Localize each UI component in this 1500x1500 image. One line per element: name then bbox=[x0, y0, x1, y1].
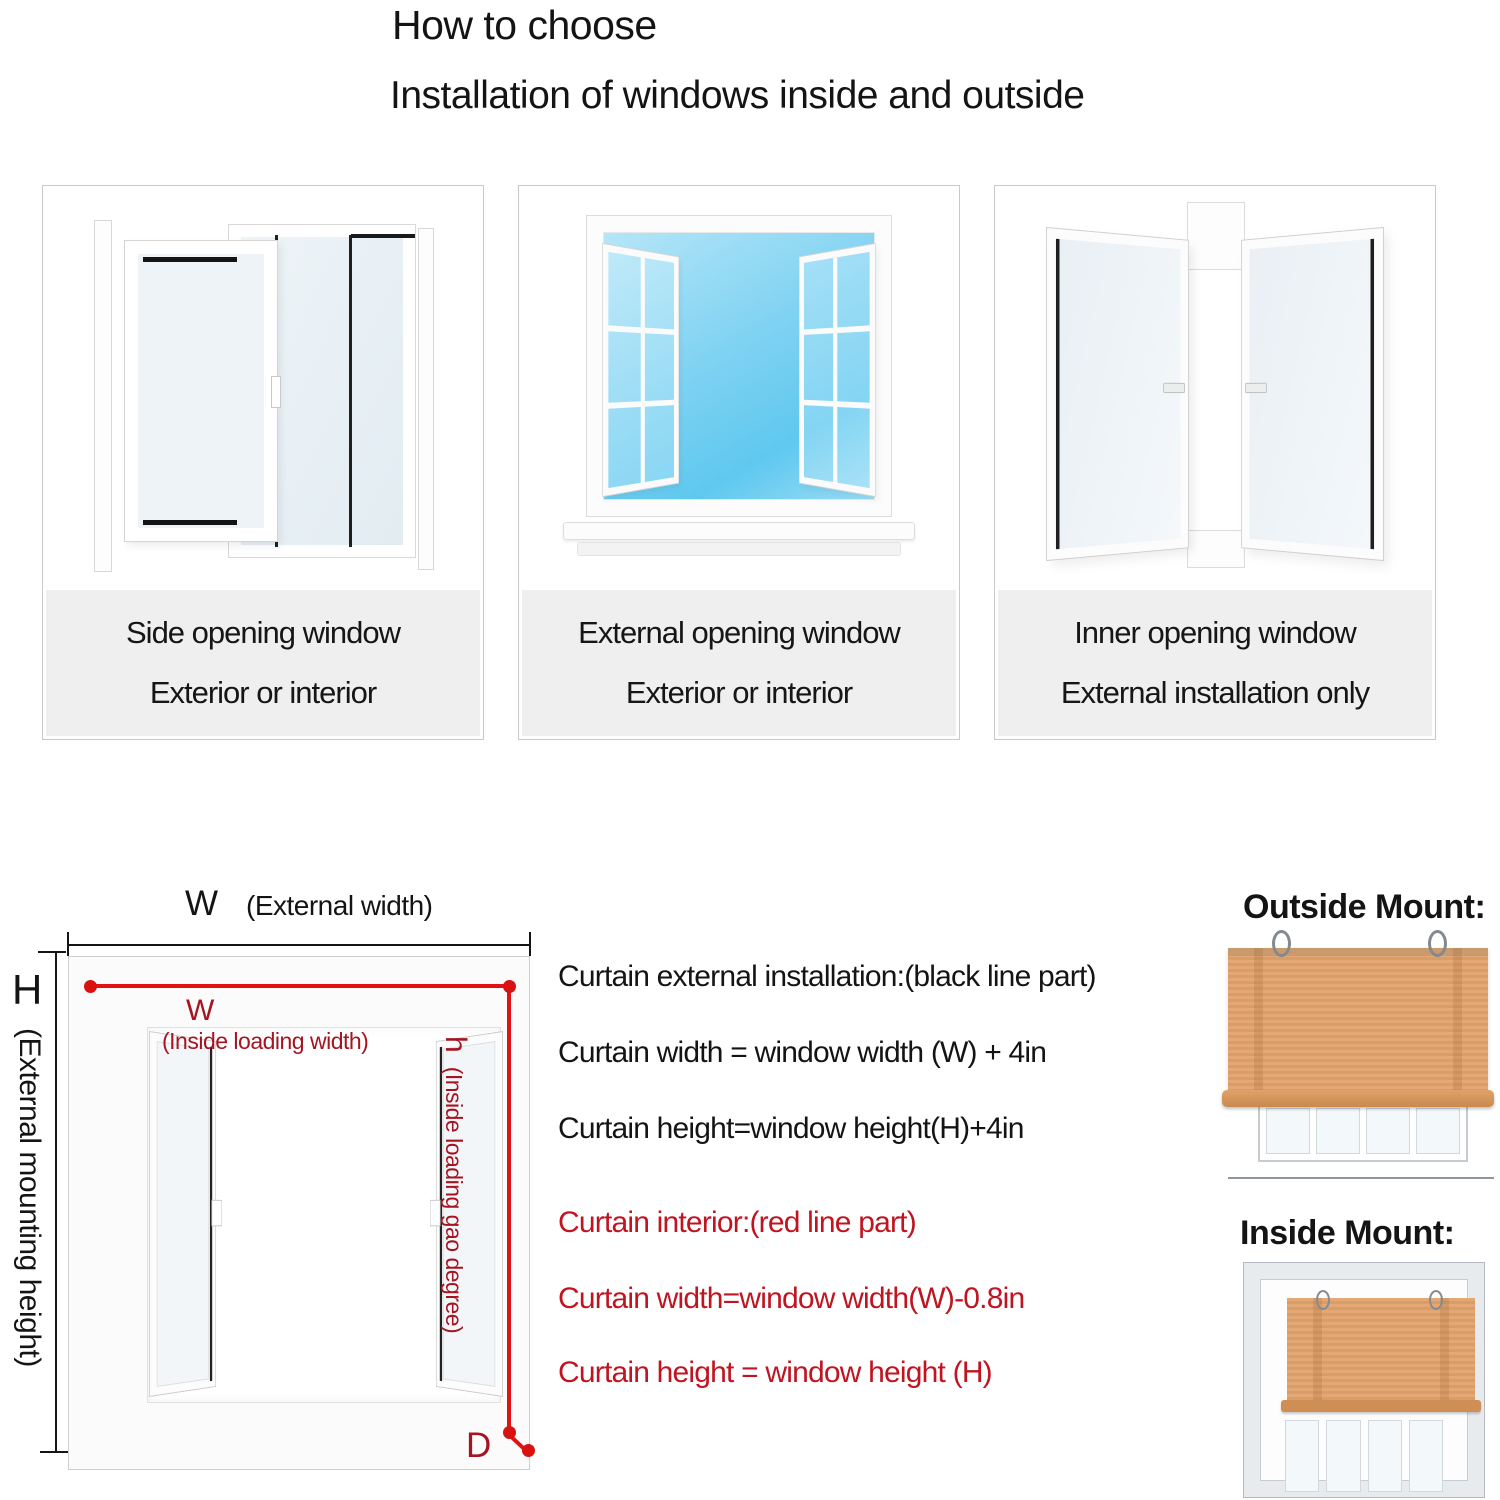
frame-bottom bbox=[1187, 530, 1245, 568]
frame-edge bbox=[94, 220, 112, 572]
window-panes bbox=[1285, 1420, 1443, 1492]
open-casement-left bbox=[603, 244, 678, 496]
inside-height-symbol: h bbox=[439, 1036, 472, 1053]
red-dot bbox=[522, 1444, 535, 1457]
open-casement-right bbox=[800, 244, 875, 496]
hook-icon bbox=[1316, 1290, 1330, 1310]
hook-icon bbox=[1272, 930, 1291, 957]
window-type-name: External opening window bbox=[578, 614, 900, 650]
frame-edge bbox=[418, 228, 434, 570]
window-type-card-external-opening bbox=[518, 185, 960, 740]
depth-symbol: D bbox=[466, 1426, 492, 1465]
window-handle bbox=[211, 1200, 222, 1227]
window-type-installation: Exterior or interior bbox=[149, 675, 377, 711]
red-dot bbox=[84, 980, 97, 993]
inside-mount-title: Inside Mount: bbox=[1240, 1214, 1455, 1252]
external-height-formula: Curtain height=window height(H)+4in bbox=[558, 1112, 1024, 1145]
inward-opening-window-icon bbox=[1035, 202, 1395, 570]
window-type-label bbox=[522, 590, 956, 736]
inside-mount-blind-image bbox=[1243, 1262, 1485, 1498]
window-type-card-side-opening bbox=[42, 185, 484, 740]
window-sill bbox=[563, 522, 915, 540]
window-type-label bbox=[998, 590, 1432, 736]
external-height-symbol: H bbox=[12, 966, 43, 1013]
blind-bottom-roll bbox=[1281, 1400, 1481, 1412]
sliding-sash bbox=[124, 240, 278, 542]
window-sill bbox=[577, 542, 901, 556]
outward-opening-window-icon bbox=[569, 210, 909, 572]
window-handle bbox=[271, 376, 281, 408]
external-width-symbol: W bbox=[185, 884, 219, 923]
inside-width-label: (Inside loading width) bbox=[162, 1028, 369, 1054]
window-type-card-inner-opening bbox=[994, 185, 1436, 740]
outside-mount-blind-image bbox=[1228, 948, 1488, 1096]
window-opening bbox=[1260, 1279, 1468, 1481]
divider bbox=[1228, 1177, 1494, 1179]
height-dimension-line bbox=[55, 952, 57, 1453]
interior-height-formula: Curtain height = window height (H) bbox=[558, 1356, 992, 1389]
external-width-formula: Curtain width = window width (W) + 4in bbox=[558, 1036, 1047, 1069]
track-bar bbox=[351, 234, 415, 238]
page-subtitle: Installation of windows inside and outside bbox=[390, 74, 1085, 117]
external-height-label: (External mounting height) bbox=[13, 1028, 46, 1367]
red-dot bbox=[503, 980, 516, 993]
blind bbox=[1287, 1298, 1475, 1402]
window-handle bbox=[1245, 382, 1267, 392]
hook-icon bbox=[1429, 1290, 1443, 1310]
red-dot bbox=[503, 1426, 516, 1439]
inside-height-label: h (Inside loading gao degree) bbox=[439, 1036, 472, 1334]
sliding-window-icon bbox=[88, 206, 438, 581]
interior-install-heading: Curtain interior:(red line part) bbox=[558, 1206, 916, 1239]
window-type-name: Inner opening window bbox=[1074, 614, 1356, 650]
window-type-installation: External installation only bbox=[1060, 675, 1370, 711]
width-dimension-line bbox=[68, 944, 530, 946]
open-casement-right bbox=[1242, 228, 1383, 560]
red-measure-line-top bbox=[90, 984, 510, 988]
open-casement-left bbox=[1047, 228, 1188, 560]
window-handle bbox=[1163, 382, 1185, 392]
external-width-label: (External width) bbox=[246, 890, 433, 921]
window-type-installation: Exterior or interior bbox=[625, 675, 853, 711]
window-type-label bbox=[46, 590, 480, 736]
blind-bottom-roll bbox=[1222, 1090, 1494, 1107]
external-install-heading: Curtain external installation:(black line part) bbox=[558, 960, 1096, 993]
frame-top bbox=[1187, 202, 1245, 270]
hook-icon bbox=[1428, 930, 1447, 957]
interior-width-formula: Curtain width=window width(W)-0.8in bbox=[558, 1282, 1025, 1315]
inside-width-symbol: W bbox=[186, 994, 215, 1027]
window-type-name: Side opening window bbox=[126, 614, 400, 650]
red-measure-line-side bbox=[507, 984, 511, 1434]
page-title: How to choose bbox=[392, 2, 657, 48]
outside-mount-title: Outside Mount: bbox=[1243, 888, 1486, 926]
window-behind-blind bbox=[1258, 1100, 1468, 1162]
open-sash-left bbox=[149, 1031, 216, 1397]
